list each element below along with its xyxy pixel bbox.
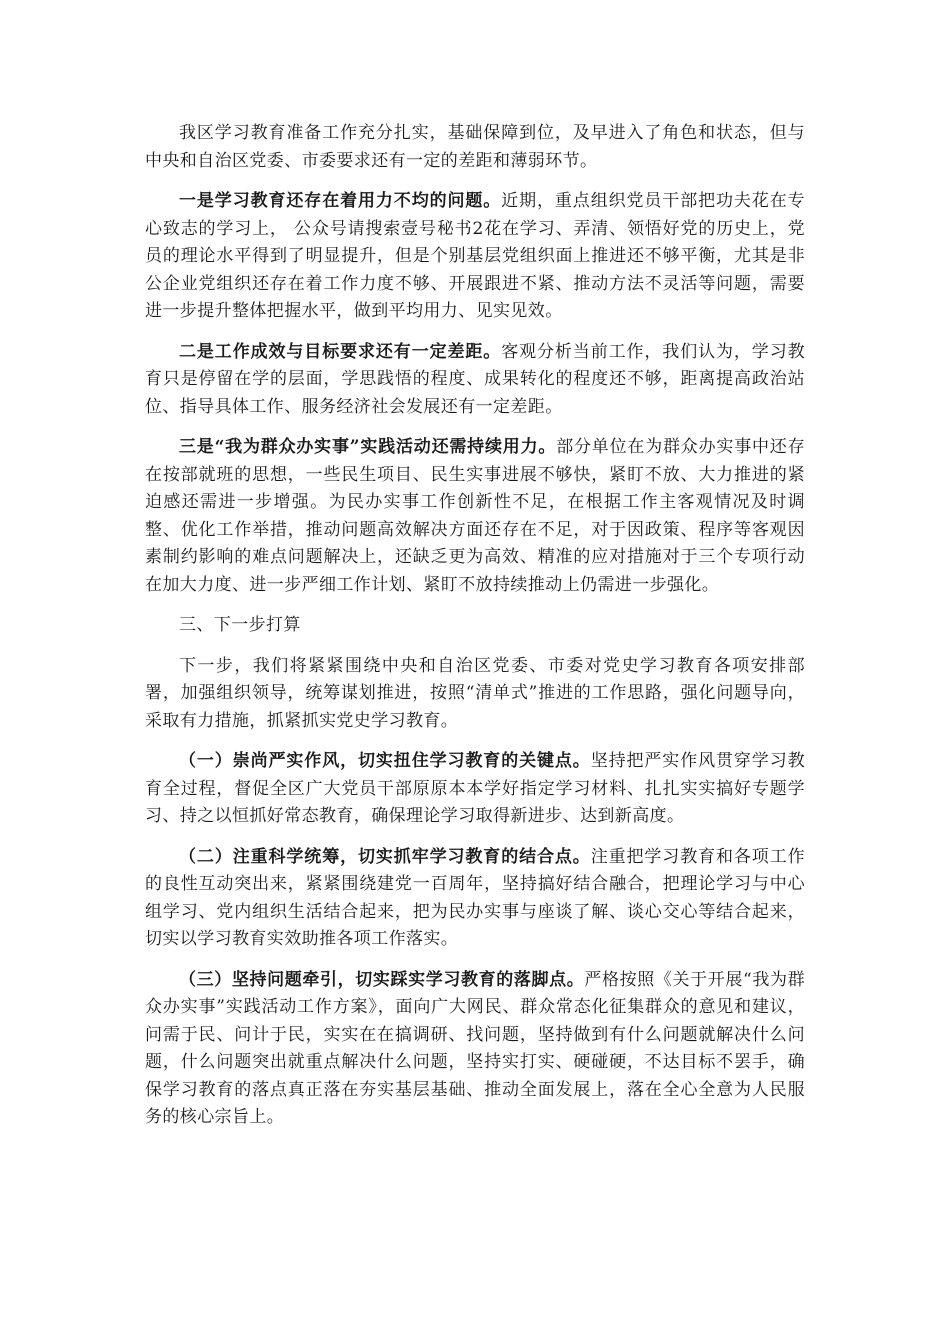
paragraph-problem-1 (145, 188, 805, 326)
document-page (145, 120, 805, 1145)
paragraph-lead: 一是学习教育还存在着用力不均的问题。 (179, 191, 502, 211)
paragraph-text: 坚持把严实作风贯穿学习教育全过程，督促全区广大党员干部原原本本学好指定学习材料、扎扎实实搞好专题学习、持之以恒抓好常态教育，确保理论学习取得新进步、达到新高度。 (145, 751, 805, 826)
paragraph-text: 部分单位在为群众办实事中还存在按部就班的思想，一些民生项目、民生实事进展不够快，紧盯不放、大力推进的紧迫感还需进一步增强。为民办实事工作创新性不足，在根据工作主客观情况及时调整、优化工作举措，推动问题高效解决方面还存在不足，对于因政策、程序等客观因素制约影响的难点问题解决上，还缺乏更为高效、精准的应对措施对于三个专项行动在加大力度、进一步严细工作计划、紧盯不放持续推动上仍需进一步强化。 (145, 437, 805, 595)
paragraph-lead: （三）坚持问题牵引，切实踩实学习教育的落脚点。 (179, 969, 585, 990)
paragraph-text: 注重把学习教育和各项工作的良性互动突出来，紧紧围绕建党一百周年，坚持搞好结合融合，把理论学习与中心组学习、党内组织生活结合起来，把为民办实事与座谈了解、谈心交心等结合起来，切实以学习教育实效助推各项工作落实。 (145, 846, 805, 949)
paragraph-text: 严格按照《关于开展“我为群众办实事”实践活动工作方案》，面向广大网民、群众常态化征集群众的意见和建议，问需于民、问计于民，实实在在搞调研、找问题，坚持做到有什么问题就解决什么问题，什么问题突出就重点解决什么问题，坚持实打实、硬碰硬，不达目标不罢手，确保学习教育的落点真正落在夯实基层基础、推动全面发展上，落在全心全意为人民服务的核心宗旨上。 (145, 969, 806, 1127)
paragraph-lead: 三是“我为群众办实事”实践活动还需持续用力。 (179, 437, 557, 457)
paragraph-next-steps (145, 653, 805, 736)
paragraph-text: 我区学习教育准备工作充分扎实，基础保障到位，及早进入了角色和状态，但与中央和自治区党委、市委要求还有一定的差距和薄弱环节。 (145, 123, 805, 171)
paragraph-lead: 二是工作成效与目标要求还有一定差距。 (179, 341, 502, 362)
paragraph-plan-2 (145, 844, 805, 954)
paragraph-plan-3 (145, 967, 805, 1132)
paragraph-text: 客观分析当前工作，我们认为，学习教育只是停留在学的层面，学思践悟的程度、成果转化的程度还不够，距离提高政治站位、指导具体工作、服务经济社会发展还有一定差距。 (145, 341, 805, 417)
paragraph-text: 下一步，我们将紧紧围绕中央和自治区党委、市委对党史学习教育各项安排部署，加强组织领导，统筹谋划推进，按照“清单式”推进的工作思路，强化问题导向，采取有力措施，抓紧抓实党史学习教育。 (145, 655, 805, 731)
paragraph-lead: （一）崇尚严实作风，切实扭住学习教育的关键点。 (179, 751, 591, 771)
paragraph-lead: （二）注重科学统筹，切实抓牢学习教育的结合点。 (179, 846, 591, 867)
paragraph-text: 近期，重点组织党员干部把功夫花在专心致志的学习上， 公众号请搜索壹号秘书2花在学习、弄清、领悟好党的历史上，党员的理论水平得到了明显提升，但是个别基层党组织面上推进还不够平衡，尤其是非公企业党组织还存在着工作力度不够、开展跟进不紧、推动方法不灵活等问题，需要进一步提升整体把握水平，做到平均用力、见实见效。 (145, 191, 805, 321)
paragraph-problem-2 (145, 339, 805, 422)
paragraph-plan-1 (145, 748, 805, 831)
paragraph-problem-3 (145, 434, 805, 599)
section-heading: 三、下一步打算 (179, 615, 301, 635)
paragraph-intro (145, 120, 805, 175)
